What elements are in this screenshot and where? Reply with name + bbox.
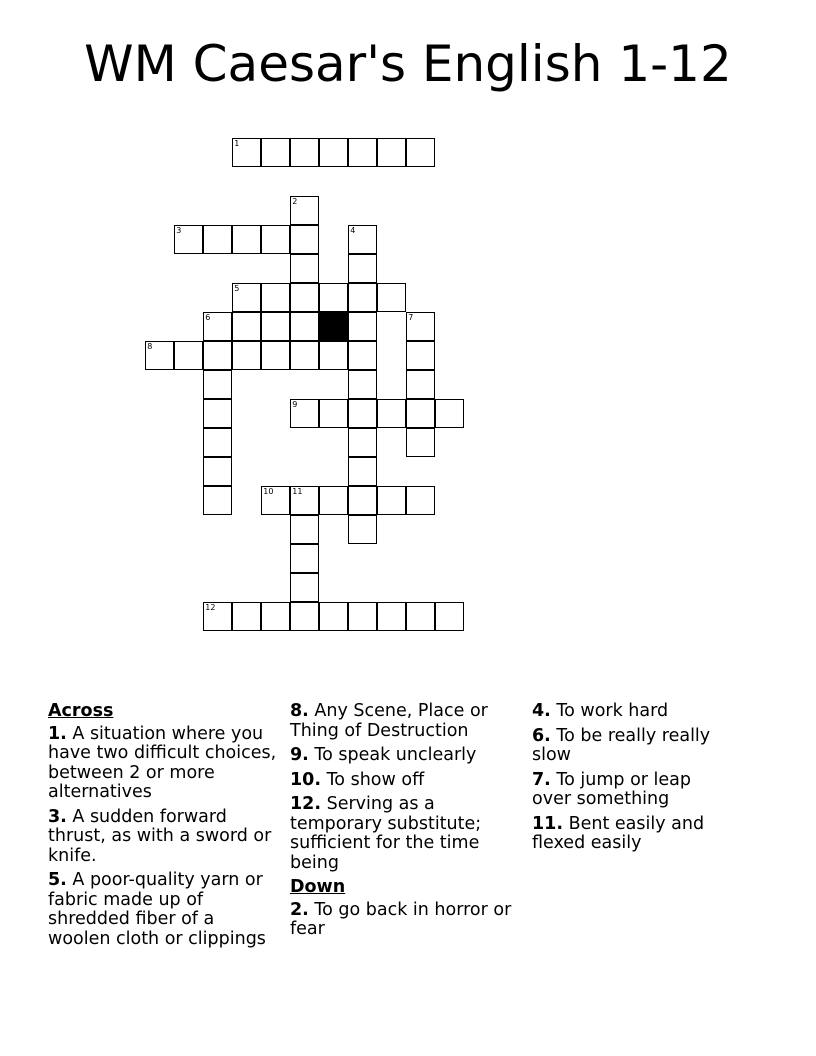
black-cell: [319, 312, 348, 341]
clue-across-12: 12. Serving as a temporary substitute; sufficient for the time being: [290, 794, 482, 873]
grid-cell[interactable]: [290, 399, 319, 428]
clue-across-9: 9. To speak unclearly: [290, 745, 477, 765]
clue-column-2: [290, 702, 528, 945]
grid-cell[interactable]: [261, 602, 290, 631]
grid-cell[interactable]: [377, 602, 406, 631]
grid-cell[interactable]: [203, 225, 232, 254]
grid-cell[interactable]: [319, 602, 348, 631]
cell-number: 5: [234, 284, 240, 294]
grid-cell[interactable]: [290, 283, 319, 312]
clue-down-4: 4. To work hard: [532, 701, 669, 721]
clue-down-11: 11. Bent easily and flexed easily: [532, 813, 705, 853]
grid-cell[interactable]: [203, 457, 232, 486]
grid-cell[interactable]: [406, 399, 435, 428]
grid-cell[interactable]: [348, 428, 377, 457]
grid-cell[interactable]: [232, 138, 261, 167]
down-heading: Down: [290, 877, 346, 897]
grid-cell[interactable]: [377, 486, 406, 515]
clue-column-1: [48, 702, 286, 954]
across-heading: Across: [48, 701, 114, 721]
grid-cell[interactable]: [348, 486, 377, 515]
clue-across-3: 3. A sudden forward thrust, as with a sword or knife.: [48, 806, 272, 866]
grid-cell[interactable]: [377, 283, 406, 312]
grid-cell[interactable]: [290, 544, 319, 573]
grid-cell[interactable]: [319, 138, 348, 167]
grid-cell[interactable]: [348, 254, 377, 283]
clue-down-2: 2. To go back in horror or fear: [290, 899, 512, 939]
grid-cell[interactable]: [348, 341, 377, 370]
grid-cell[interactable]: [435, 602, 464, 631]
grid-cell[interactable]: [290, 515, 319, 544]
clue-across-5: 5. A poor-quality yarn or fabric made up of shredded fiber of a woolen cloth or clippings: [48, 870, 266, 949]
grid-cell[interactable]: [232, 225, 261, 254]
grid-cell[interactable]: [261, 138, 290, 167]
clue-across-1: 1. A situation where you have two difficult choices, between 2 or more alternatives: [48, 723, 277, 802]
grid-cell[interactable]: [261, 486, 290, 515]
cell-number: 4: [350, 226, 356, 236]
grid-cell[interactable]: [348, 312, 377, 341]
grid-cell[interactable]: [232, 341, 261, 370]
grid-cell[interactable]: [290, 225, 319, 254]
grid-cell[interactable]: [348, 515, 377, 544]
clue-across-10: 10. To show off: [290, 769, 425, 790]
grid-cell[interactable]: [319, 341, 348, 370]
grid-cell[interactable]: [435, 399, 464, 428]
clue-down-7: 7. To jump or leap over something: [532, 769, 691, 809]
cell-number: 3: [176, 226, 182, 236]
grid-cell[interactable]: [406, 370, 435, 399]
cell-number: 1: [234, 139, 240, 149]
grid-cell[interactable]: [319, 399, 348, 428]
grid-cell[interactable]: [290, 341, 319, 370]
grid-cell[interactable]: [174, 225, 203, 254]
grid-cell[interactable]: [319, 486, 348, 515]
puzzle-title: WM Caesar's English 1-12: [84, 35, 732, 93]
grid-cell[interactable]: [261, 225, 290, 254]
grid-cell[interactable]: [203, 602, 232, 631]
grid-cell[interactable]: [348, 370, 377, 399]
grid-cell[interactable]: [203, 399, 232, 428]
grid-cell[interactable]: [232, 283, 261, 312]
grid-cell[interactable]: [319, 283, 348, 312]
grid-cell[interactable]: [290, 312, 319, 341]
grid-cell[interactable]: [203, 341, 232, 370]
grid-cell[interactable]: [261, 341, 290, 370]
grid-cell[interactable]: [406, 341, 435, 370]
grid-cell[interactable]: [290, 138, 319, 167]
grid-cell[interactable]: [406, 602, 435, 631]
grid-cell[interactable]: [261, 312, 290, 341]
grid-cell[interactable]: [377, 399, 406, 428]
grid-cell[interactable]: [203, 312, 232, 341]
grid-cell[interactable]: [406, 486, 435, 515]
grid-cell[interactable]: [348, 138, 377, 167]
grid-cell[interactable]: [261, 283, 290, 312]
grid-cell[interactable]: [348, 283, 377, 312]
cell-number: 2: [292, 197, 298, 207]
cell-number: 12: [205, 603, 216, 613]
grid-cell[interactable]: [290, 573, 319, 602]
grid-cell[interactable]: [290, 602, 319, 631]
grid-cell[interactable]: [348, 399, 377, 428]
grid-cell[interactable]: [348, 602, 377, 631]
grid-cell[interactable]: [406, 428, 435, 457]
grid-cell[interactable]: [203, 428, 232, 457]
cell-number: 10: [263, 487, 274, 497]
clue-down-6: 6. To be really really slow: [532, 725, 711, 765]
cell-number: 8: [147, 342, 153, 352]
cell-number: 11: [292, 487, 303, 497]
grid-cell[interactable]: [377, 138, 406, 167]
cell-number: 6: [205, 313, 211, 323]
grid-cell[interactable]: [406, 312, 435, 341]
grid-cell[interactable]: [174, 341, 203, 370]
grid-cell[interactable]: [203, 370, 232, 399]
grid-cell[interactable]: [290, 254, 319, 283]
clue-across-8: 8. Any Scene, Place or Thing of Destruction: [290, 701, 488, 741]
grid-cell[interactable]: [348, 457, 377, 486]
grid-cell[interactable]: [232, 312, 261, 341]
grid-cell[interactable]: [290, 196, 319, 225]
cell-number: 7: [408, 313, 414, 323]
grid-cell[interactable]: [290, 486, 319, 515]
grid-cell[interactable]: [232, 602, 261, 631]
grid-cell[interactable]: [406, 138, 435, 167]
cell-number: 9: [292, 400, 298, 410]
grid-cell[interactable]: [348, 225, 377, 254]
grid-cell[interactable]: [203, 486, 232, 515]
clue-column-3: [532, 702, 770, 859]
grid-cell[interactable]: [145, 341, 174, 370]
